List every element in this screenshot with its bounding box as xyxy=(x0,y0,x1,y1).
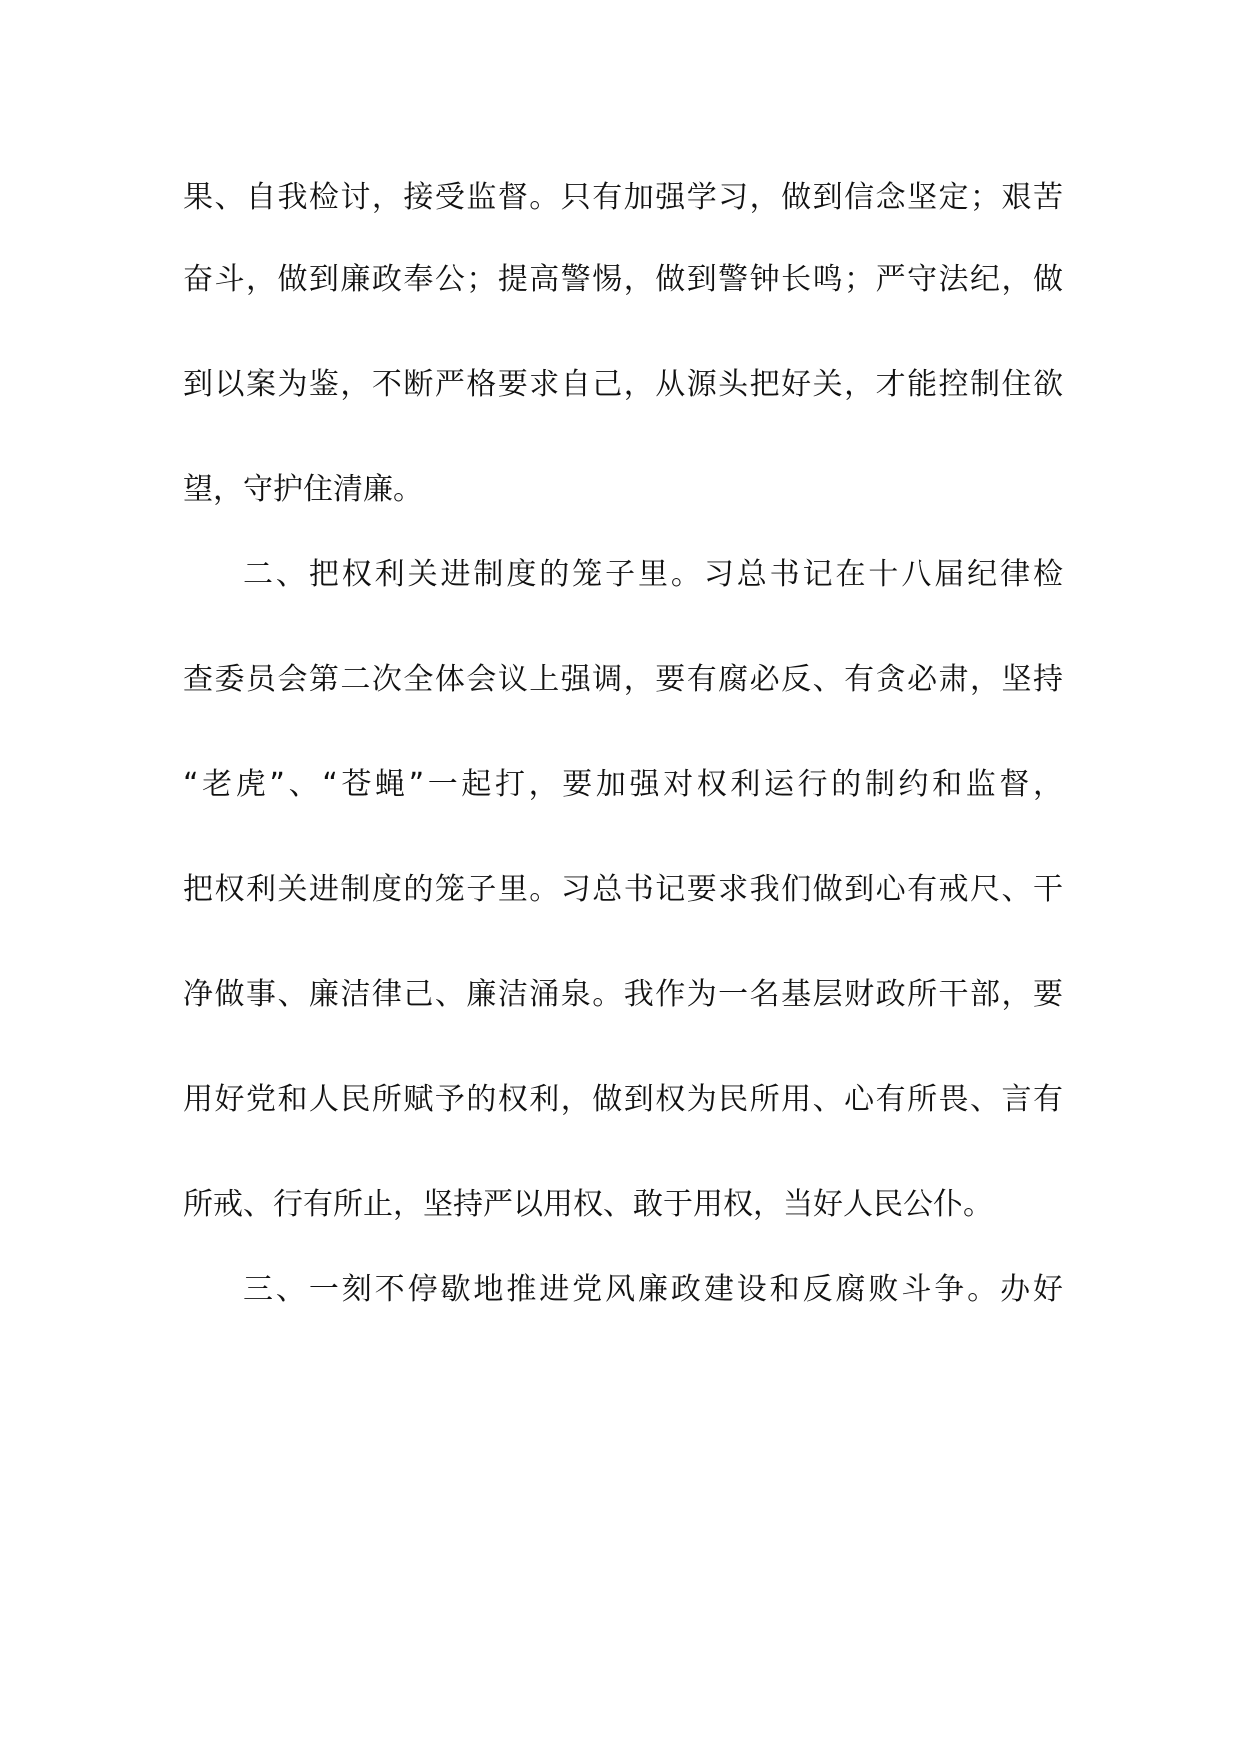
text-line: 净做事、廉洁律己、廉洁涌泉。我作为一名基层财政所干部，要 xyxy=(183,977,1063,1012)
paragraph-heading-3: 三、一刻不停歇地推进党风廉政建设和反腐败斗争。办好 xyxy=(243,1272,1063,1307)
text-line: 望，守护住清廉。 xyxy=(183,472,423,507)
text-line: 用好党和人民所赋予的权利，做到权为民所用、心有所畏、言有 xyxy=(183,1082,1063,1117)
text-line: 查委员会第二次全体会议上强调，要有腐必反、有贪必肃，坚持 xyxy=(183,662,1063,697)
text-line: “老虎”、“苍蝇”一起打，要加强对权利运行的制约和监督， xyxy=(183,767,1063,802)
text-line: 果、自我检讨，接受监督。只有加强学习，做到信念坚定；艰苦 xyxy=(183,180,1063,215)
paragraph-heading-2: 二、把权利关进制度的笼子里。习总书记在十八届纪律检 xyxy=(243,557,1063,592)
text-line: 奋斗，做到廉政奉公；提高警惕，做到警钟长鸣；严守法纪，做 xyxy=(183,262,1063,297)
text-line: 所戒、行有所止，坚持严以用权、敢于用权，当好人民公仆。 xyxy=(183,1187,993,1222)
text-line: 到以案为鉴，不断严格要求自己，从源头把好关，才能控制住欲 xyxy=(183,367,1063,402)
text-line: 把权利关进制度的笼子里。习总书记要求我们做到心有戒尺、干 xyxy=(183,872,1063,907)
